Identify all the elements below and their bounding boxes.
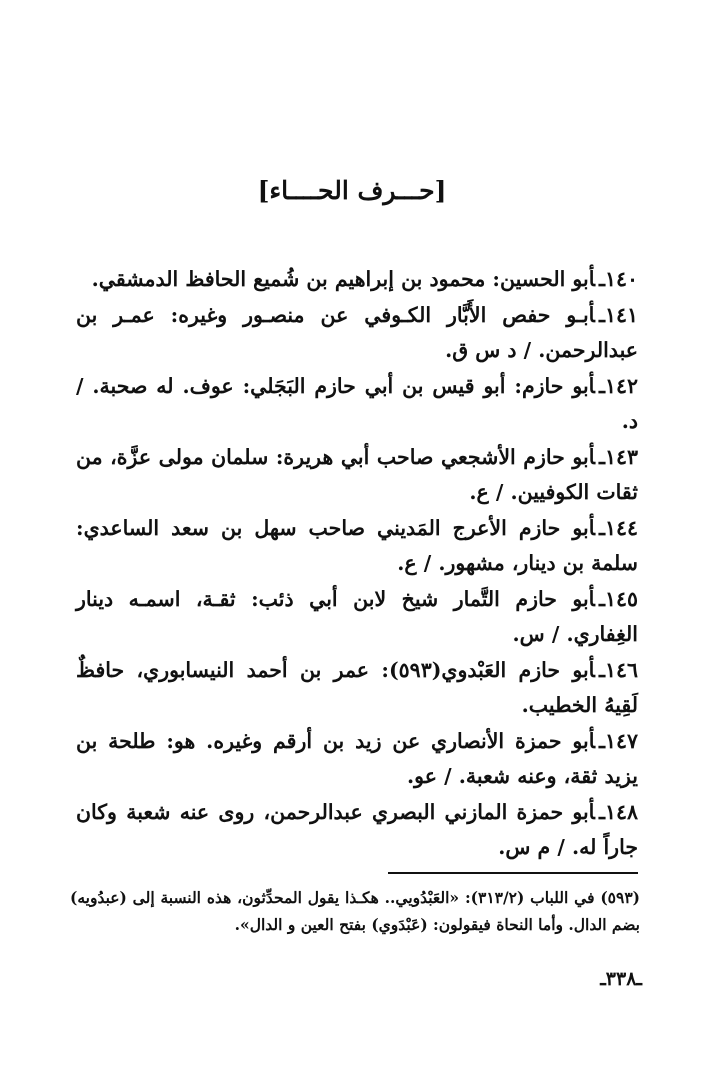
entry-146 bbox=[76, 653, 638, 724]
entry-text: أبو حازم التَّمار شيخ لابن أبي ذئب: ثقـة، اسمـه دينار الغِفاري. / س. bbox=[76, 586, 638, 646]
entry-140 bbox=[76, 262, 638, 298]
footnote: (٥٩٣) في اللباب (٣١٣/٢): «العَبْدُويي.. هكـذا يقول المحدِّثون، هذه النسبة إلى (عبدُويه) بضم الدال. وأما النحاة فيقولون: (عَبْدَوي) بفتح العين و الدال». bbox=[70, 888, 640, 934]
entry-141 bbox=[76, 298, 638, 369]
entry-text: أبو حازم العَبْدوي(٥٩٣): عمر بن أحمد النيسابوري، حافظٌ لَقِيهُ الخطيب. bbox=[76, 657, 638, 717]
entry-number: ١٤٥ـ bbox=[598, 586, 638, 611]
entry-number: ١٤٦ـ bbox=[598, 657, 638, 682]
entry-number: ١٤٢ـ bbox=[598, 373, 638, 398]
entry-145 bbox=[76, 582, 638, 653]
entry-148 bbox=[76, 795, 638, 866]
footnote-divider bbox=[388, 872, 638, 874]
page-number: ـ٣٣٨ـ bbox=[600, 968, 642, 990]
entry-text: أبو الحسين: محمود بن إبراهيم بن شُميع الحافظ الدمشقي. bbox=[91, 267, 595, 291]
entry-147 bbox=[76, 724, 638, 795]
entry-143 bbox=[76, 440, 638, 511]
entry-text: أبو حازم الأعرج المَديني صاحب سهل بن سعد الساعدي: سلمة بن دينار، مشهور. / ع. bbox=[76, 515, 638, 575]
entry-text: أبو حمزة الأنصاري عن زيد بن أرقم وغيره. هو: طلحة بن يزيد ثقة، وعنه شعبة. / عو. bbox=[76, 728, 638, 788]
entry-number: ١٤٨ـ bbox=[598, 799, 638, 824]
entry-number: ١٤١ـ bbox=[598, 302, 638, 327]
entry-text: أبو حازم: أبو قيس بن أبي حازم البَجَلي: عوف. له صحبة. / د. bbox=[76, 373, 638, 433]
entry-142 bbox=[76, 369, 638, 440]
entry-number: ١٤٣ـ bbox=[598, 444, 638, 469]
section-title: [حـــرف الحــــاء] bbox=[257, 176, 447, 205]
entry-number: ١٤٧ـ bbox=[598, 728, 638, 753]
entry-text: أبو حمزة المازني البصري عبدالرحمن، روى عنه شعبة وكان جاراً له. / م س. bbox=[76, 799, 638, 859]
entry-text: أبو حازم الأشجعي صاحب أبي هريرة: سلمان مولى عزَّة، من ثقات الكوفيين. / ع. bbox=[76, 444, 638, 504]
entries-list bbox=[76, 262, 638, 866]
entry-144 bbox=[76, 511, 638, 582]
entry-number: ١٤٠ـ bbox=[598, 267, 638, 291]
entry-text: أبـو حفص الأَبَّار الكـوفي عن منصـور وغيره: عمـر بن عبدالرحمن. / د س ق. bbox=[76, 302, 638, 362]
entry-number: ١٤٤ـ bbox=[598, 515, 638, 540]
